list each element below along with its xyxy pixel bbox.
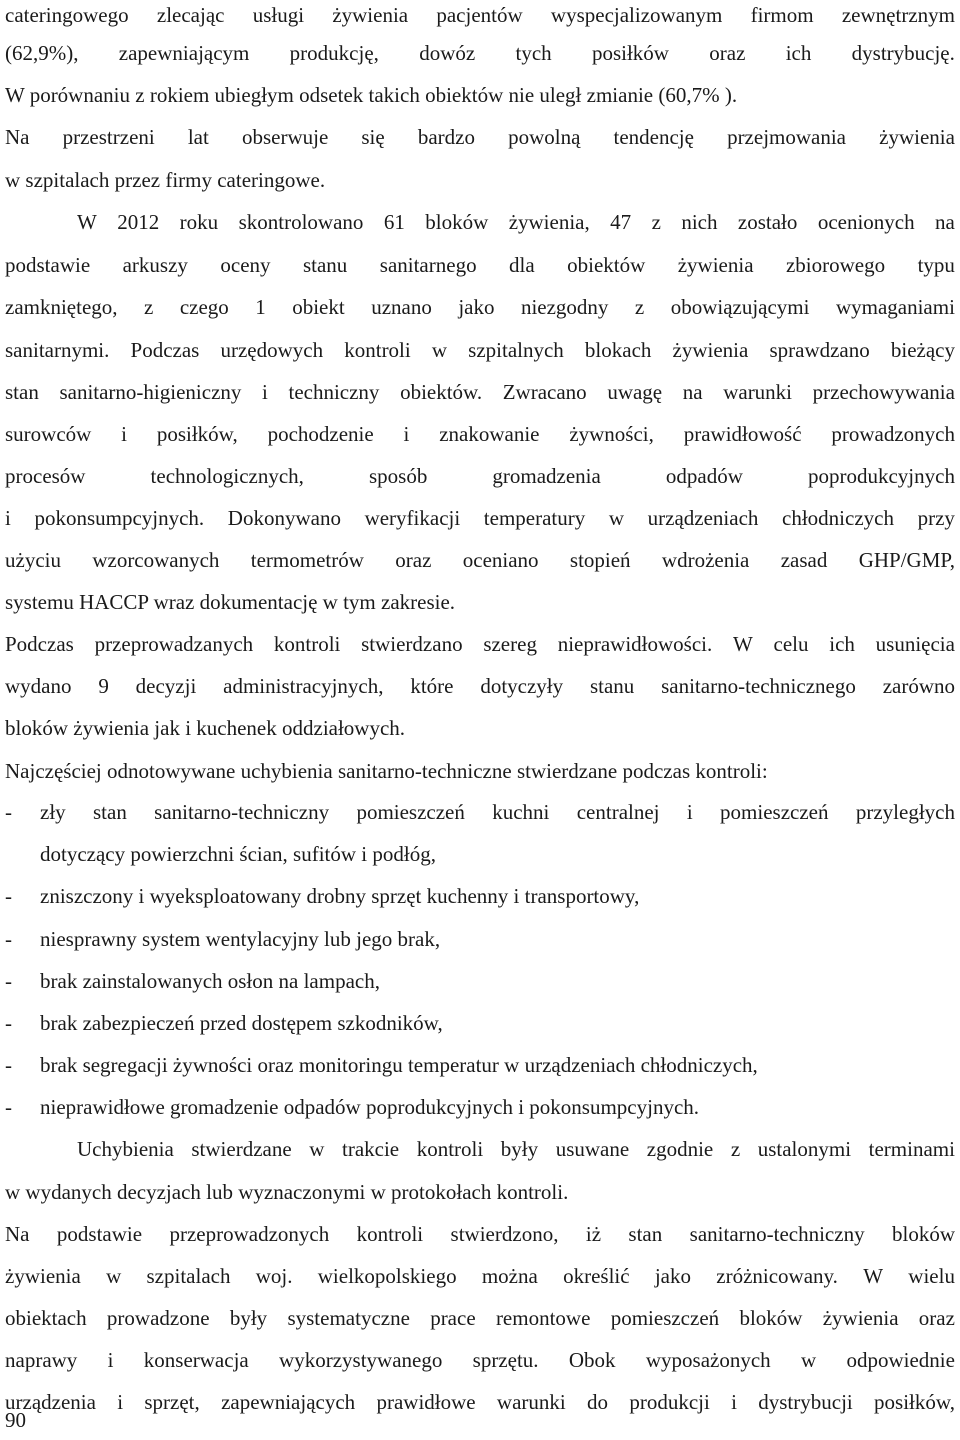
word: ich — [785, 41, 812, 65]
word: w — [608, 506, 625, 530]
word: roku — [179, 210, 219, 234]
word: kuchni — [492, 800, 550, 824]
word: prace — [430, 1306, 476, 1330]
text-line — [5, 545, 955, 575]
word: powolną — [508, 125, 581, 149]
word: zgodnie — [646, 1137, 714, 1161]
word: 2012 — [117, 210, 160, 234]
word: sprzęt, — [144, 1390, 200, 1414]
word: zamkniętego, — [5, 295, 118, 319]
word: sanitarnego — [379, 253, 477, 277]
word: żywienia — [677, 253, 754, 277]
word: Zwracano — [502, 380, 587, 404]
word: nich — [681, 210, 718, 234]
word: niezgodny — [520, 295, 609, 319]
word: obiekt — [292, 295, 345, 319]
text-line — [5, 38, 955, 68]
word: przeprowadzonych — [169, 1222, 330, 1246]
word: przejmowania — [727, 125, 847, 149]
word: usługi — [252, 3, 305, 27]
bullet-dash: - — [5, 1011, 12, 1035]
word: (62,9%), — [5, 41, 79, 65]
word: z — [730, 1137, 741, 1161]
word: szereg — [483, 632, 537, 656]
list-item-text: brak zainstalowanych osłon na lampach, — [40, 969, 380, 993]
word: surowców — [5, 422, 92, 446]
word: były — [500, 1137, 539, 1161]
word: zły — [40, 800, 66, 824]
word: sanitarnymi. — [5, 338, 110, 362]
word: dystrybucji — [758, 1390, 853, 1414]
word: wyposażonych — [645, 1348, 771, 1372]
word: remontowe — [495, 1306, 591, 1330]
text-line — [5, 1303, 955, 1333]
word: Podczas — [5, 632, 74, 656]
word: podstawie — [5, 253, 91, 277]
text-line — [5, 1387, 955, 1417]
text-line — [5, 122, 955, 152]
word: wymaganiami — [835, 295, 955, 319]
word: techniczny — [288, 380, 380, 404]
word: kontroli — [416, 1137, 484, 1161]
word: produkcję, — [289, 41, 379, 65]
bullet-dash: - — [5, 800, 12, 824]
word: dowóz — [419, 41, 476, 65]
word: usunięcia — [875, 632, 955, 656]
word: blokach — [584, 338, 652, 362]
word: Na — [5, 1222, 30, 1246]
word: do — [587, 1390, 609, 1414]
word: gromadzenia — [492, 464, 601, 488]
word: żywienia — [672, 338, 749, 362]
word: urządzenia — [5, 1390, 96, 1414]
word: w — [106, 1264, 122, 1288]
word: pokonsumpcyjnych. — [34, 506, 205, 530]
word: posiłków, — [156, 422, 238, 446]
word: prowadzone — [106, 1306, 210, 1330]
word: woj. — [255, 1264, 293, 1288]
word: podstawie — [56, 1222, 143, 1246]
word: przestrzeni — [62, 125, 155, 149]
list-item — [5, 1092, 955, 1122]
word: ustalonymi — [757, 1137, 852, 1161]
word: obiektów — [567, 253, 646, 277]
word: pomieszczeń — [720, 800, 829, 824]
text-line — [5, 419, 955, 449]
word: zbiorowego — [785, 253, 886, 277]
text-line — [5, 377, 955, 407]
text-line — [5, 250, 955, 280]
bullet-dash: - — [5, 1095, 12, 1119]
word: Dokonywano — [227, 506, 341, 530]
word: bieżący — [890, 338, 955, 362]
word: dystrybucję. — [851, 41, 955, 65]
text-line — [77, 207, 955, 237]
word: stwierdzano — [361, 632, 463, 656]
word: jako — [654, 1264, 691, 1288]
word: stan — [5, 380, 39, 404]
word: obiektów. — [400, 380, 483, 404]
word: Na — [5, 125, 30, 149]
word: systematyczne — [287, 1306, 410, 1330]
list-item-continuation — [5, 839, 955, 869]
word: Uchybienia — [77, 1137, 174, 1161]
word: znakowanie — [439, 422, 540, 446]
text-line — [5, 1345, 955, 1375]
list-item-text: brak segregacji żywności oraz monitoringu temperatur w urządzeniach chłodniczych, — [40, 1053, 758, 1077]
word: oraz — [918, 1306, 955, 1330]
word: i — [403, 422, 410, 446]
word: W — [732, 632, 753, 656]
word: 9 — [98, 674, 109, 698]
word: bloków — [425, 210, 489, 234]
word: żywienia, — [508, 210, 590, 234]
word: stan — [628, 1222, 663, 1246]
list-item-text: niesprawny system wentylacyjny lub jego brak, — [40, 927, 441, 951]
word: jako — [458, 295, 495, 319]
word: i — [121, 422, 127, 446]
list-item-text: dotyczący powierzchni ścian, sufitów i podłóg, — [40, 842, 436, 866]
word: zapewniających — [221, 1390, 356, 1414]
word: weryfikacji — [364, 506, 461, 530]
list-item-text: zniszczony i wyeksploatowany drobny sprzęt kuchenny i transportowy, — [40, 884, 640, 908]
word: odpadów — [665, 464, 743, 488]
word: typu — [917, 253, 955, 277]
word: GHP/GMP, — [858, 548, 955, 572]
word: firmom — [750, 3, 814, 27]
word: określić — [563, 1264, 630, 1288]
word: nieprawidłowości. — [557, 632, 713, 656]
word: ich — [829, 632, 855, 656]
word: i — [731, 1390, 737, 1414]
word: które — [410, 674, 454, 698]
list-item — [5, 797, 955, 827]
word: wdrożenia — [661, 548, 750, 572]
word: decyzji — [135, 674, 197, 698]
text-line — [77, 1134, 955, 1164]
bullet-dash: - — [5, 969, 12, 993]
list-item — [5, 1050, 955, 1080]
word: wykorzystywanego — [279, 1348, 443, 1372]
word: prawidłowe — [376, 1390, 476, 1414]
word: wielu — [908, 1264, 955, 1288]
word: czego — [179, 295, 229, 319]
word: konserwacja — [143, 1348, 249, 1372]
bullet-dash: - — [5, 1053, 12, 1077]
word: użyciu — [5, 548, 61, 572]
word: żywienia — [5, 1264, 81, 1288]
word: bloków — [739, 1306, 803, 1330]
text-line — [5, 671, 955, 701]
text-line: Najczęściej odnotowywane uchybienia sanitarno-techniczne stwierdzane podczas kontroli: — [5, 759, 768, 783]
word: stan — [93, 800, 127, 824]
text-line — [5, 503, 955, 533]
word: sanitarno-higieniczny — [59, 380, 242, 404]
word: żywienia — [879, 125, 955, 149]
word: obiektach — [5, 1306, 87, 1330]
word: zróżnicowany. — [716, 1264, 838, 1288]
word: zlecając — [156, 3, 225, 27]
list-item — [5, 1008, 955, 1038]
word: i — [5, 506, 11, 530]
word: i — [686, 800, 693, 824]
word: uznano — [371, 295, 432, 319]
word: żywienia — [332, 3, 409, 27]
word: 61 — [383, 210, 405, 234]
word: procesów — [5, 464, 86, 488]
bullet-dash: - — [5, 927, 12, 951]
word: oraz — [709, 41, 746, 65]
word: wydano — [5, 674, 72, 698]
text-line: bloków żywienia jak i kuchenek oddziałowych. — [5, 716, 406, 740]
word: były — [229, 1306, 268, 1330]
word: ocenionych — [817, 210, 915, 234]
word: przy — [917, 506, 955, 530]
word: bardzo — [417, 125, 475, 149]
word: sanitarno-technicznego — [661, 674, 856, 698]
word: na — [682, 380, 703, 404]
word: wielkopolskiego — [317, 1264, 457, 1288]
word: termometrów — [250, 548, 364, 572]
list-item-text: nieprawidłowe gromadzenie odpadów poprodukcyjnych i pokonsumpcyjnych. — [40, 1095, 700, 1119]
word: W — [863, 1264, 884, 1288]
word: w — [431, 338, 448, 362]
word: Podczas — [130, 338, 200, 362]
word: naprawy — [5, 1348, 78, 1372]
word: poprodukcyjnych — [807, 464, 955, 488]
word: oceniano — [462, 548, 539, 572]
word: urządzeniach — [647, 506, 759, 530]
word: zarówno — [882, 674, 955, 698]
word: i — [117, 1390, 124, 1414]
word: urzędowych — [220, 338, 324, 362]
word: uwagę — [607, 380, 663, 404]
word: cateringowego — [5, 3, 129, 27]
word: pacjentów — [436, 3, 523, 27]
text-line: w wydanych decyzjach lub wyznaczonymi w protokołach kontroli. — [5, 1180, 569, 1204]
word: produkcji — [629, 1390, 710, 1414]
list-item-text: brak zabezpieczeń przed dostępem szkodników, — [40, 1011, 443, 1035]
word: sanitarno-techniczny — [154, 800, 330, 824]
word: pomieszczeń — [610, 1306, 720, 1330]
word: tych — [515, 41, 552, 65]
word: dotyczyły — [480, 674, 564, 698]
word: posiłków, — [874, 1390, 955, 1414]
word: sprzętu. — [472, 1348, 539, 1372]
word: z — [651, 210, 661, 234]
word: kontroli — [356, 1222, 424, 1246]
word: trakcie — [342, 1137, 400, 1161]
word: W — [77, 210, 97, 234]
word: arkuszy — [122, 253, 188, 277]
word: obserwuje — [241, 125, 329, 149]
word: temperatury — [483, 506, 586, 530]
text-line: w szpitalach przez firmy cateringowe. — [5, 168, 326, 192]
word: oraz — [395, 548, 432, 572]
word: przeprowadzanych — [94, 632, 254, 656]
word: oceny — [220, 253, 271, 277]
text-line: W porównaniu z rokiem ubiegłym odsetek takich obiektów nie uległ zmianie (60,7% ). — [5, 83, 738, 107]
word: się — [361, 125, 385, 149]
text-line — [5, 335, 955, 365]
word: odpowiednie — [846, 1348, 955, 1372]
word: dla — [509, 253, 535, 277]
word: warunki — [723, 380, 793, 404]
word: żywienia — [822, 1306, 899, 1330]
text-line — [5, 1219, 955, 1249]
word: szpitalach — [146, 1264, 231, 1288]
word: z — [634, 295, 645, 319]
word: w — [309, 1137, 325, 1161]
list-item — [5, 924, 955, 954]
word: bloków — [891, 1222, 955, 1246]
word: stwierdzane — [191, 1137, 292, 1161]
word: wzorcowanych — [92, 548, 220, 572]
word: obowiązującymi — [670, 295, 810, 319]
word: prowadzonych — [831, 422, 955, 446]
word: zewnętrznym — [841, 3, 955, 27]
word: lat — [187, 125, 209, 149]
list-item — [5, 881, 955, 911]
word: 47 — [610, 210, 632, 234]
word: z — [144, 295, 154, 319]
text-line — [5, 1261, 955, 1291]
word: stanu — [302, 253, 348, 277]
text-line — [5, 292, 955, 322]
word: iż — [585, 1222, 602, 1246]
word: warunki — [496, 1390, 566, 1414]
word: zapewniającym — [118, 41, 250, 65]
word: zasad — [780, 548, 828, 572]
word: kontroli — [344, 338, 411, 362]
page-number: 90 — [5, 1408, 26, 1432]
text-line — [5, 629, 955, 659]
text-line — [5, 0, 955, 30]
word: stwierdzono, — [450, 1222, 559, 1246]
word: w — [800, 1348, 817, 1372]
word: administracyjnych, — [223, 674, 384, 698]
word: tendencję — [613, 125, 694, 149]
list-item — [5, 966, 955, 996]
word: celu — [773, 632, 809, 656]
word: pochodzenie — [267, 422, 374, 446]
word: zostało — [737, 210, 798, 234]
word: wyspecjalizowanym — [550, 3, 723, 27]
word: prawidłowość — [683, 422, 802, 446]
word: szpitalnych — [468, 338, 564, 362]
text-line — [5, 461, 955, 491]
word: centralnej — [576, 800, 660, 824]
word: stopień — [569, 548, 631, 572]
word: żywności, — [569, 422, 654, 446]
word: kontroli — [273, 632, 341, 656]
word: i — [107, 1348, 114, 1372]
word: posiłków — [591, 41, 669, 65]
word: sprawdzano — [769, 338, 870, 362]
word: stanu — [589, 674, 635, 698]
word: przechowywania — [812, 380, 955, 404]
word: 1 — [255, 295, 266, 319]
word: i — [262, 380, 268, 404]
word: technologicznych, — [150, 464, 304, 488]
word: skontrolowano — [238, 210, 364, 234]
word: pomieszczeń — [356, 800, 465, 824]
word: Obok — [568, 1348, 616, 1372]
word: usuwane — [555, 1137, 630, 1161]
word: chłodniczych — [782, 506, 894, 530]
word: terminami — [868, 1137, 955, 1161]
word: sanitarno-techniczny — [689, 1222, 865, 1246]
word: sposób — [368, 464, 428, 488]
list-item-text — [40, 797, 955, 827]
word: na — [935, 210, 955, 234]
text-line: systemu HACCP wraz dokumentację w tym zakresie. — [5, 590, 456, 614]
bullet-dash: - — [5, 884, 12, 908]
word: przyległych — [855, 800, 955, 824]
word: można — [481, 1264, 538, 1288]
